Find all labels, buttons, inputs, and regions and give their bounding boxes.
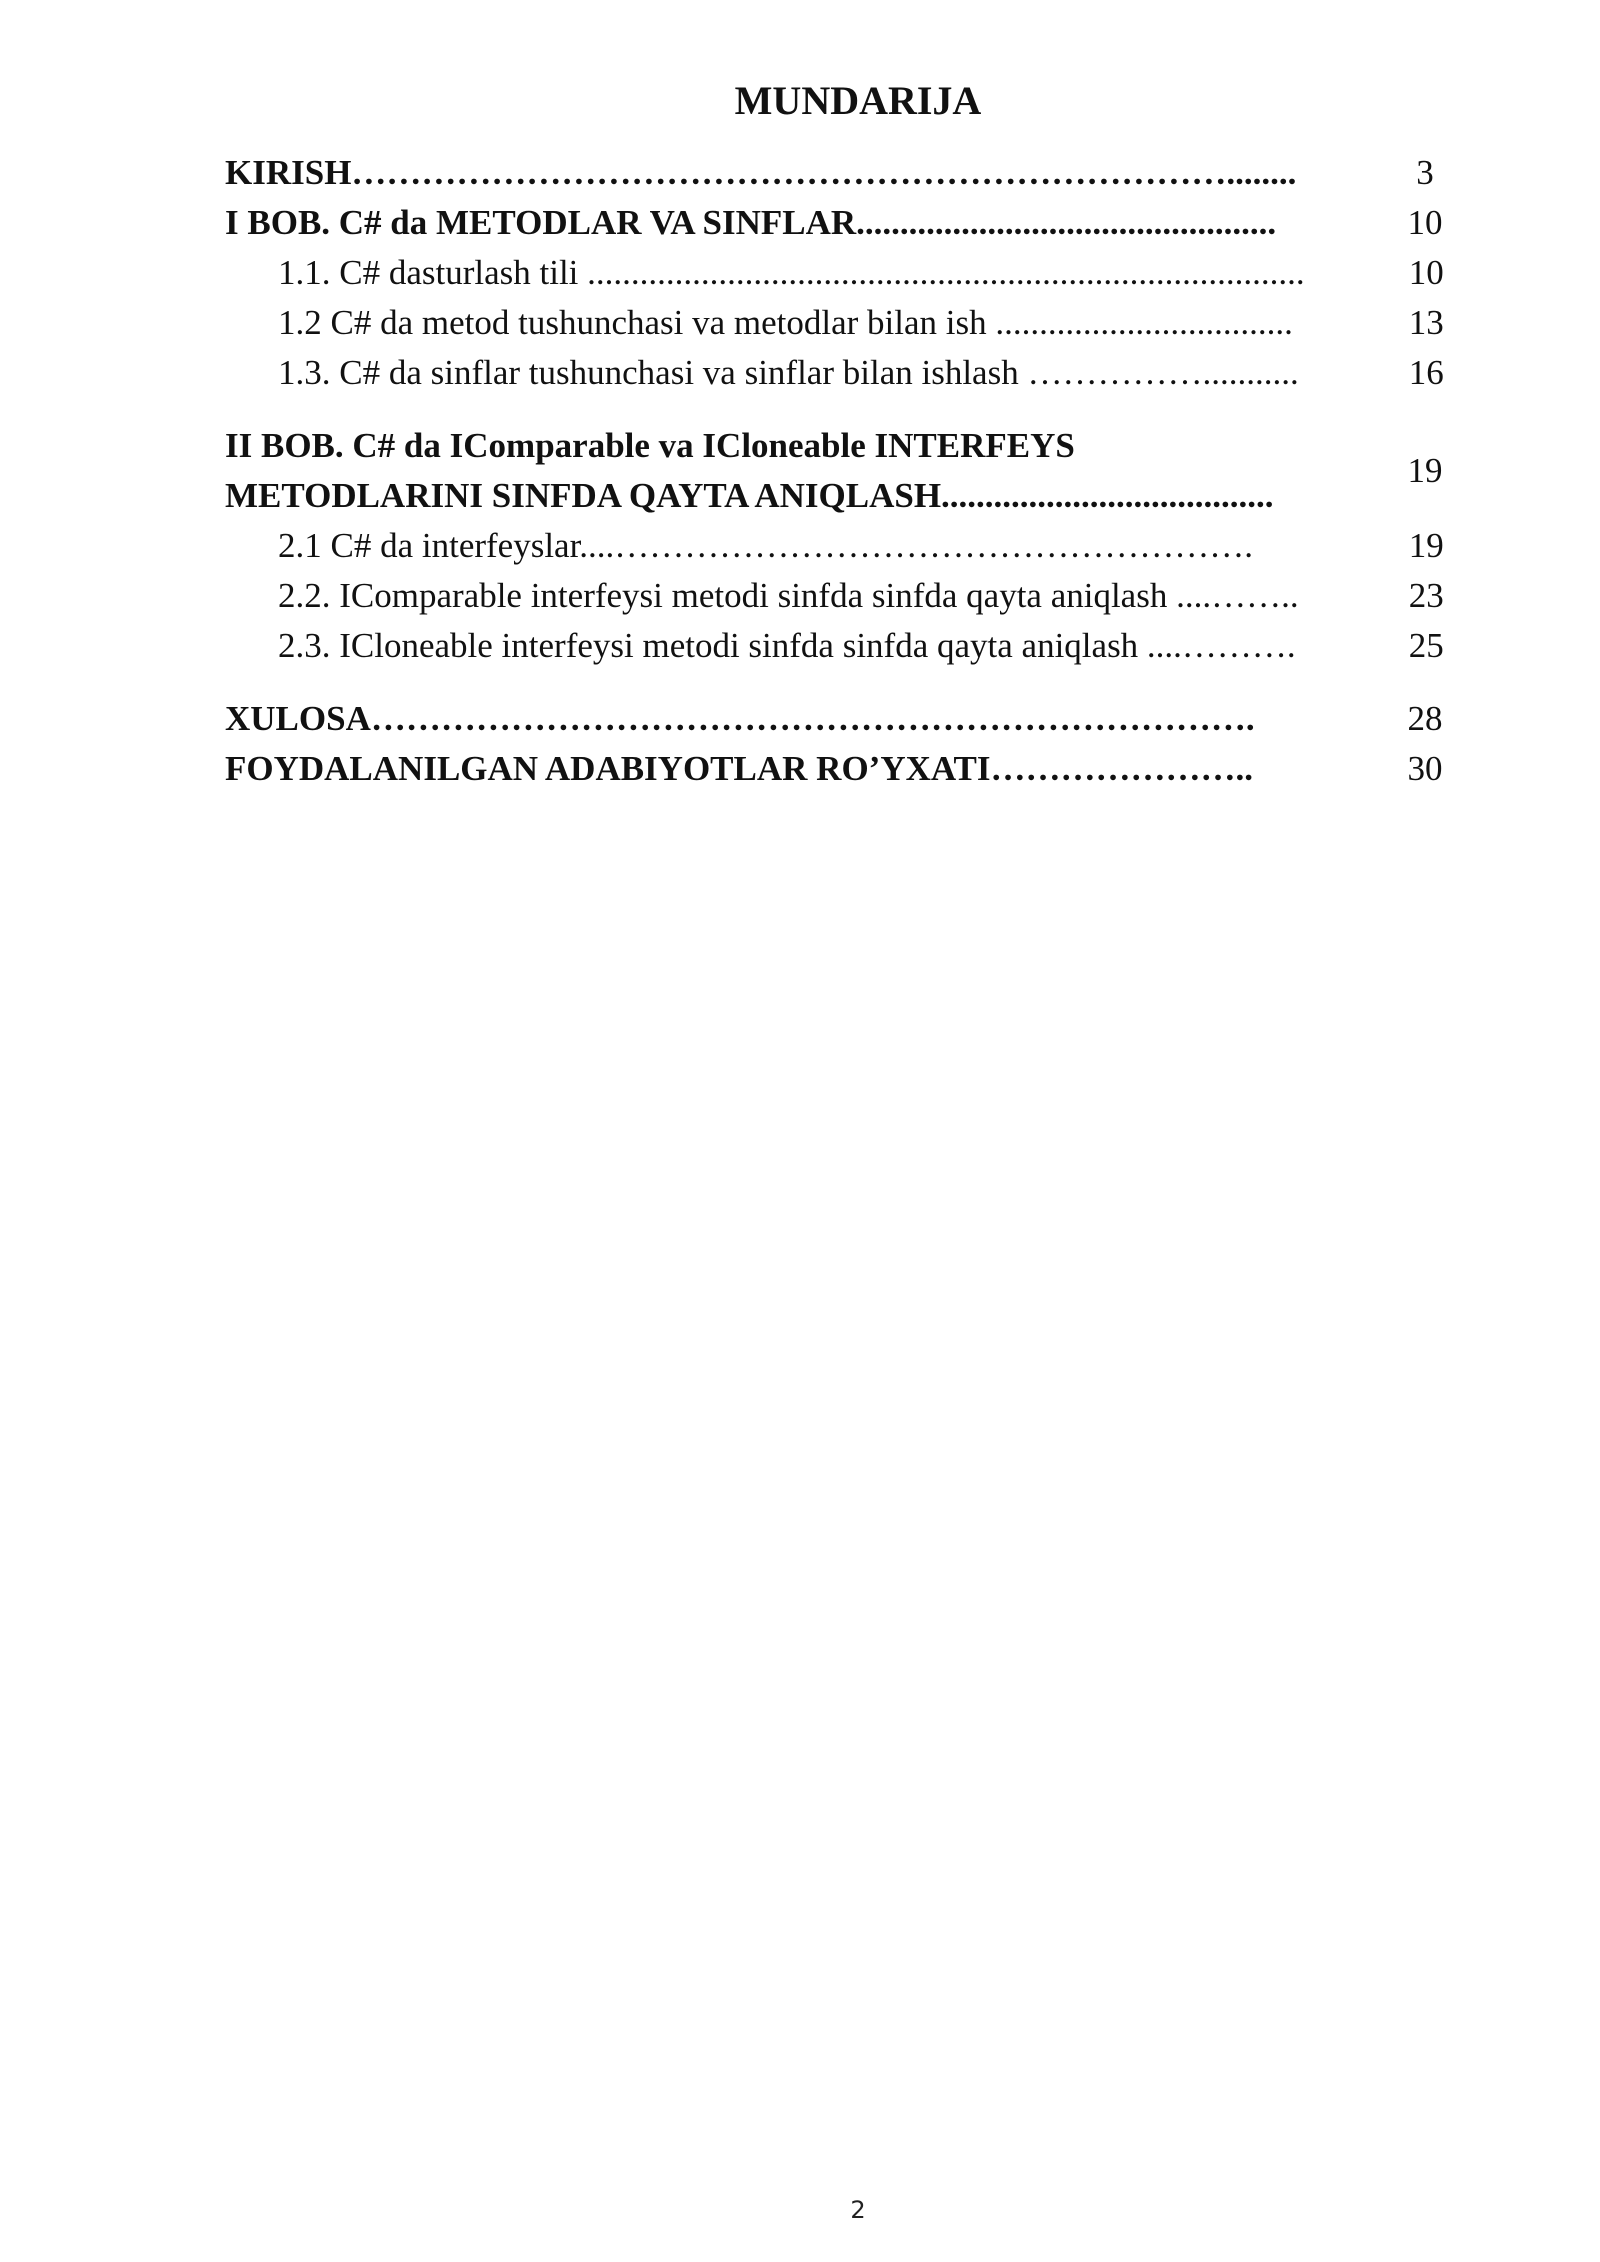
toc-page-number: 10 [1408, 253, 1444, 292]
toc-entry-title: 1.1. C# dasturlash tili .................................................................................. [278, 253, 1305, 292]
toc-entry-title: FOYDALANILGAN ADABIYOTLAR RO’YXATI………………….. [225, 749, 1254, 788]
toc-entry-title-line-2: METODLARINI SINFDA QAYTA ANIQLASH...................................... [225, 476, 1274, 515]
toc-page-number: 10 [1407, 203, 1443, 242]
toc-page-number: 19 [1407, 451, 1443, 490]
toc-page-number: 19 [1408, 526, 1444, 565]
toc-entry-title: 1.2 C# da metod tushunchasi va metodlar bilan ish .................................. [278, 303, 1293, 342]
toc-entry-chapter-2[interactable] [225, 421, 1455, 521]
toc-page-number: 28 [1407, 699, 1443, 738]
toc-entry-title: 1.3. C# da sinflar tushunchasi va sinflar bilan ishlash ……………........... [278, 353, 1299, 392]
table-of-contents [225, 148, 1455, 794]
toc-entry-section-1-3[interactable] [225, 348, 1455, 398]
toc-entry-section-2-1[interactable] [225, 521, 1455, 571]
toc-entry-title: 2.1 C# da interfeyslar....………………………………………………. [278, 526, 1254, 565]
toc-entry-title [225, 421, 1395, 521]
toc-entry-adabiyotlar[interactable] [225, 744, 1455, 794]
toc-entry-section-1-2[interactable] [225, 298, 1455, 348]
toc-page-number: 13 [1408, 303, 1444, 342]
toc-entry-section-2-3[interactable] [225, 621, 1455, 671]
toc-page-number: 16 [1408, 353, 1444, 392]
toc-entry-title: I BOB. C# da METODLAR VA SINFLAR................................................ [225, 203, 1277, 242]
page-title: MUNDARIJA [734, 78, 982, 123]
toc-entry-title: 2.3. ICloneable interfeysi metodi sinfda sinfda qayta aniqlash ....………. [278, 626, 1296, 665]
toc-entry-xulosa[interactable] [225, 694, 1455, 744]
toc-entry-title: KIRISH…………………………………………………………………........ [225, 153, 1297, 192]
toc-entry-title: 2.2. IComparable interfeysi metodi sinfda sinfda qayta aniqlash ....…….. [278, 576, 1299, 615]
page-number: 2 [850, 2196, 866, 2224]
toc-entry-title: XULOSA…………………………………………………………………. [225, 699, 1255, 738]
toc-page-number: 23 [1408, 576, 1444, 615]
toc-entry-section-2-2[interactable] [225, 571, 1455, 621]
toc-page-number: 3 [1416, 153, 1434, 192]
toc-page-number: 25 [1408, 626, 1444, 665]
toc-entry-title-line-1: II BOB. C# da IComparable va ICloneable INTERFEYS [225, 426, 1075, 465]
toc-page-number: 30 [1407, 749, 1443, 788]
toc-entry-section-1-1[interactable] [225, 248, 1455, 298]
toc-entry-chapter-1[interactable] [225, 198, 1455, 248]
toc-entry-kirish[interactable] [225, 148, 1455, 198]
